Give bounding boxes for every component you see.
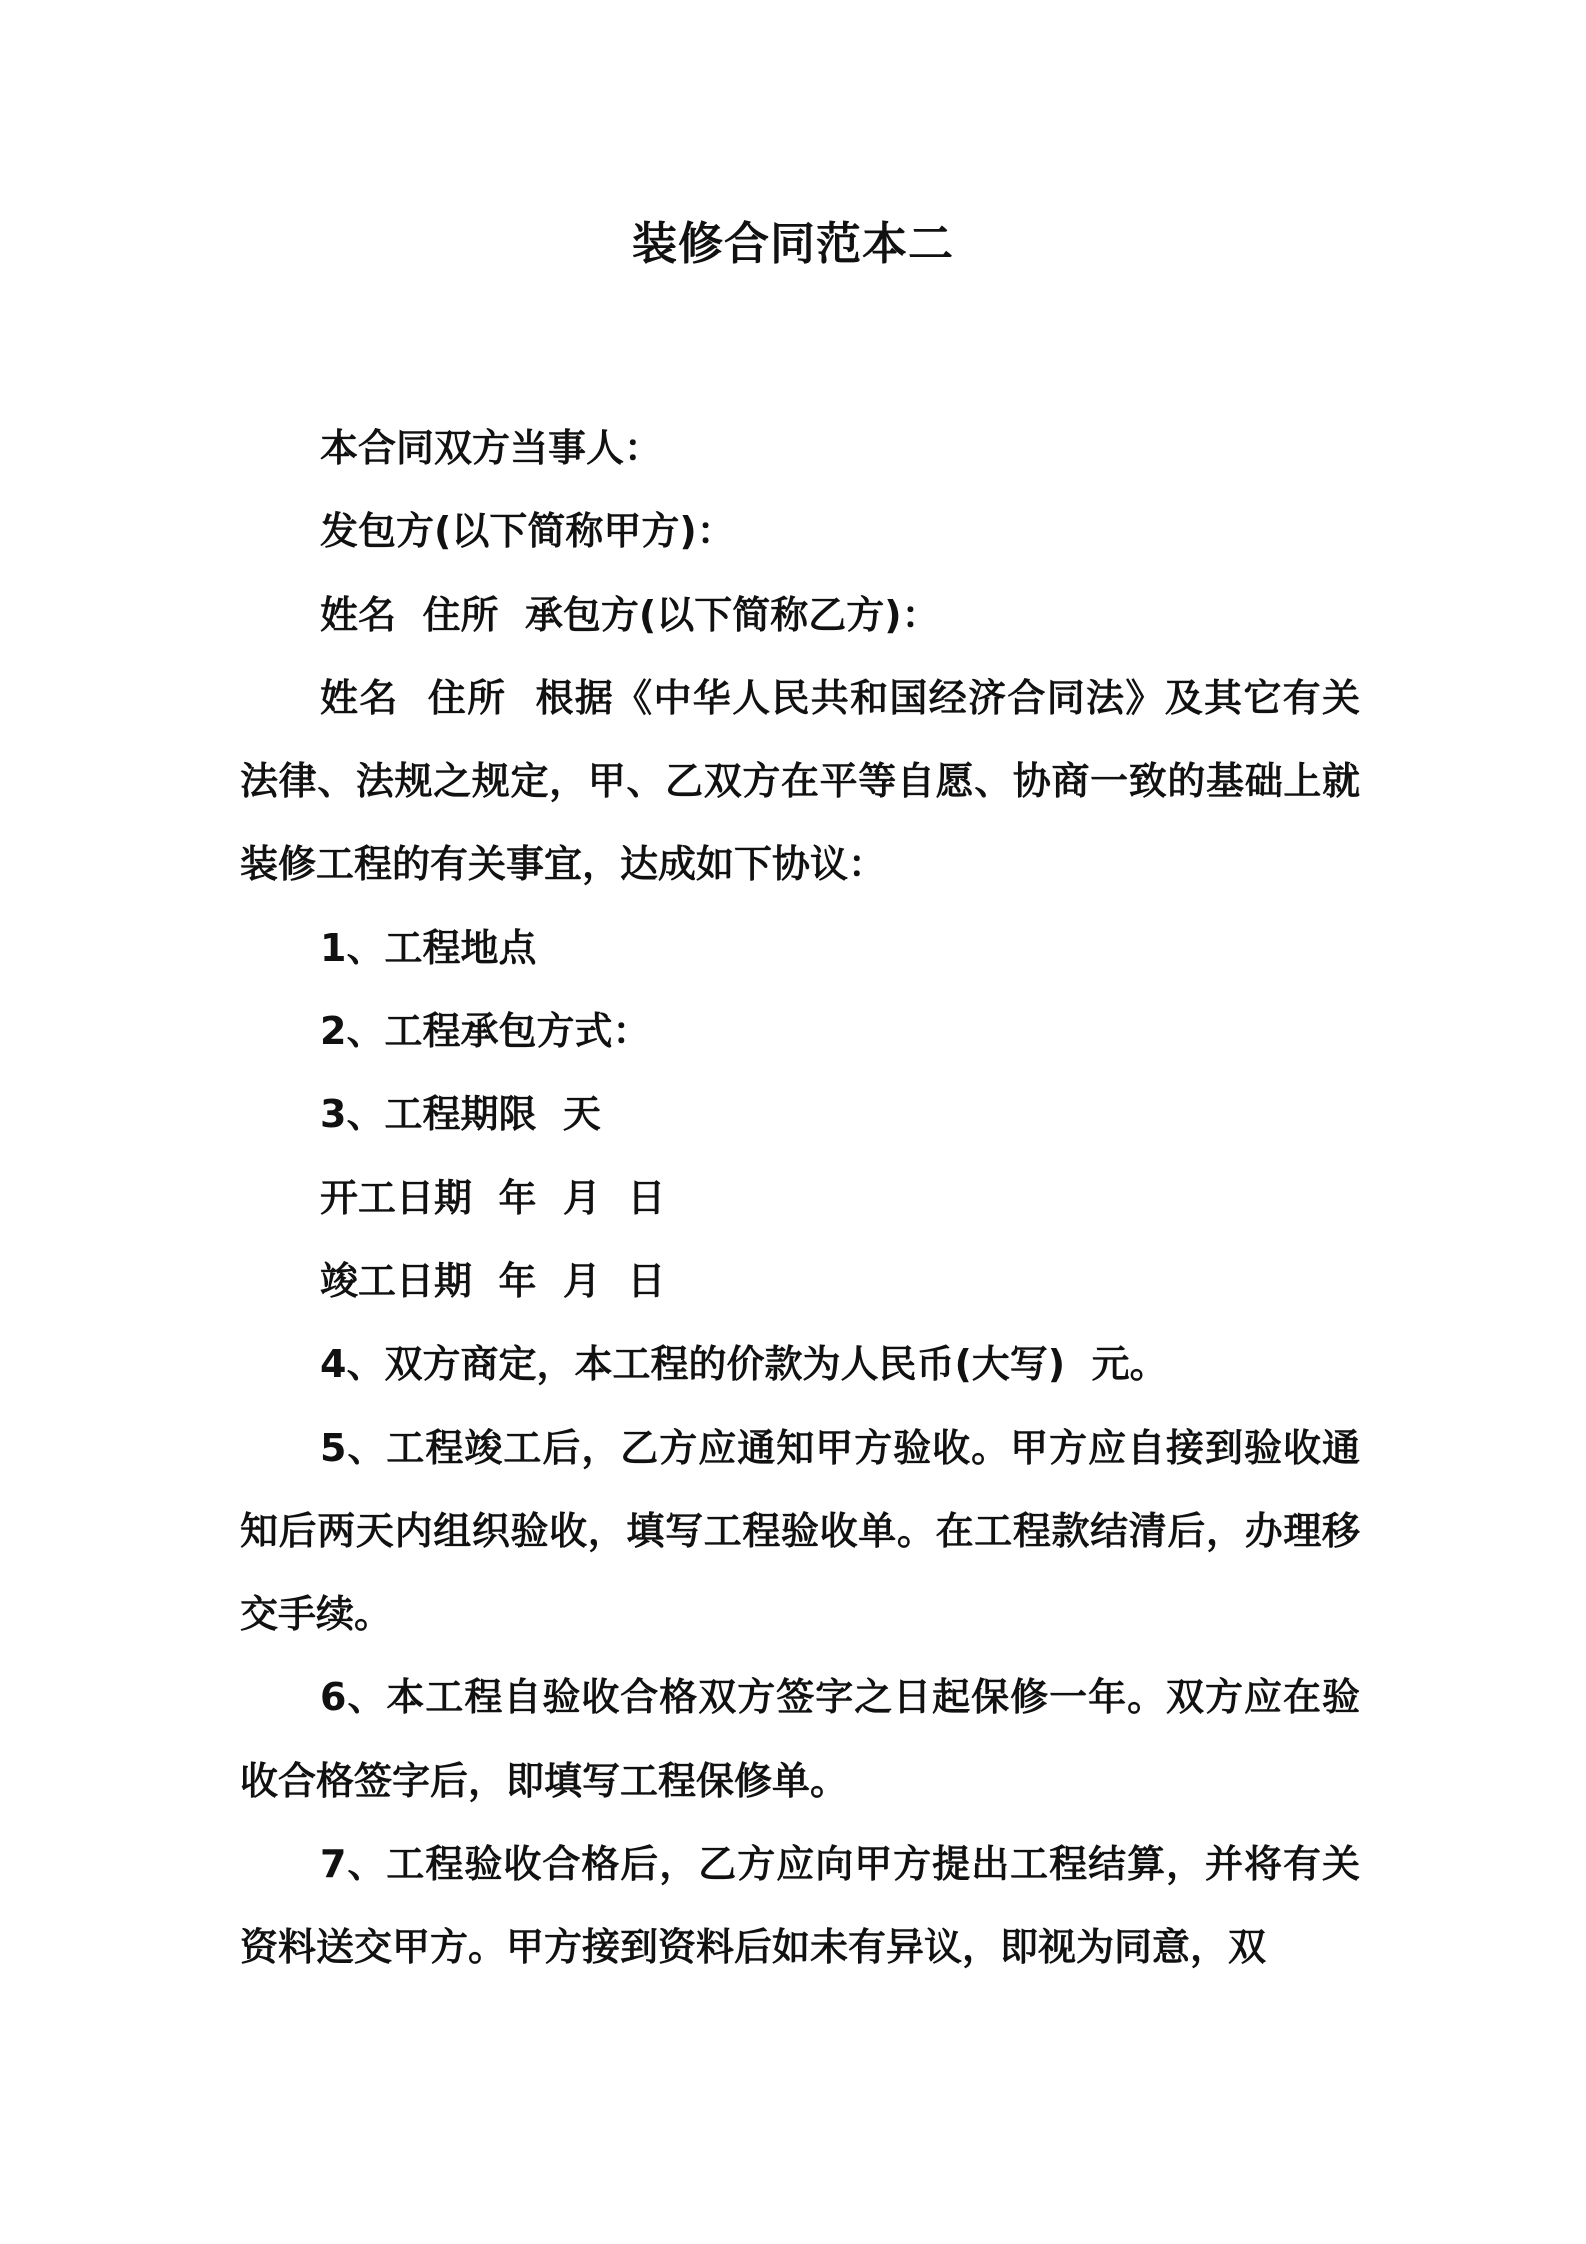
clause-1-location: 1、工程地点 xyxy=(320,925,537,970)
paragraph-preamble: 姓名 住所 根据《中华人民共和国经济合同法》及其它有关法律、法规之规定，甲、乙双方在平等自愿、协商一致的基础上就装修工程的有关事宜，达成如下协议： xyxy=(240,675,1360,887)
clause-4-price: 4、双方商定，本工程的价款为人民币(大写) 元。 xyxy=(320,1342,1168,1387)
completion-date: 竣工日期 年 月 日 xyxy=(320,1258,666,1303)
start-date: 开工日期 年 月 日 xyxy=(320,1175,666,1220)
clause-7-settlement: 7、工程验收合格后，乙方应向甲方提出工程结算，并将有关资料送交甲方。甲方接到资料后如未有异议，即视为同意，双 xyxy=(240,1842,1360,1970)
document-title: 装修合同范本二 xyxy=(631,217,954,270)
paragraph-parties: 本合同双方当事人： xyxy=(320,426,663,470)
paragraph-party-a: 发包方(以下简称甲方)： xyxy=(320,509,735,554)
paragraph-party-b: 姓名 住所 承包方(以下简称乙方)： xyxy=(320,592,940,637)
clause-5-acceptance: 5、工程竣工后，乙方应通知甲方验收。甲方应自接到验收通知后两天内组织验收，填写工程验收单。在工程款结清后，办理移交手续。 xyxy=(240,1425,1360,1637)
document-body xyxy=(240,407,1360,1990)
clause-6-warranty: 6、本工程自验收合格双方签字之日起保修一年。双方应在验收合格签字后，即填写工程保修单。 xyxy=(240,1675,1360,1803)
clause-3-duration: 3、工程期限 天 xyxy=(320,1092,601,1137)
clause-2-contract-method: 2、工程承包方式： xyxy=(320,1009,651,1054)
